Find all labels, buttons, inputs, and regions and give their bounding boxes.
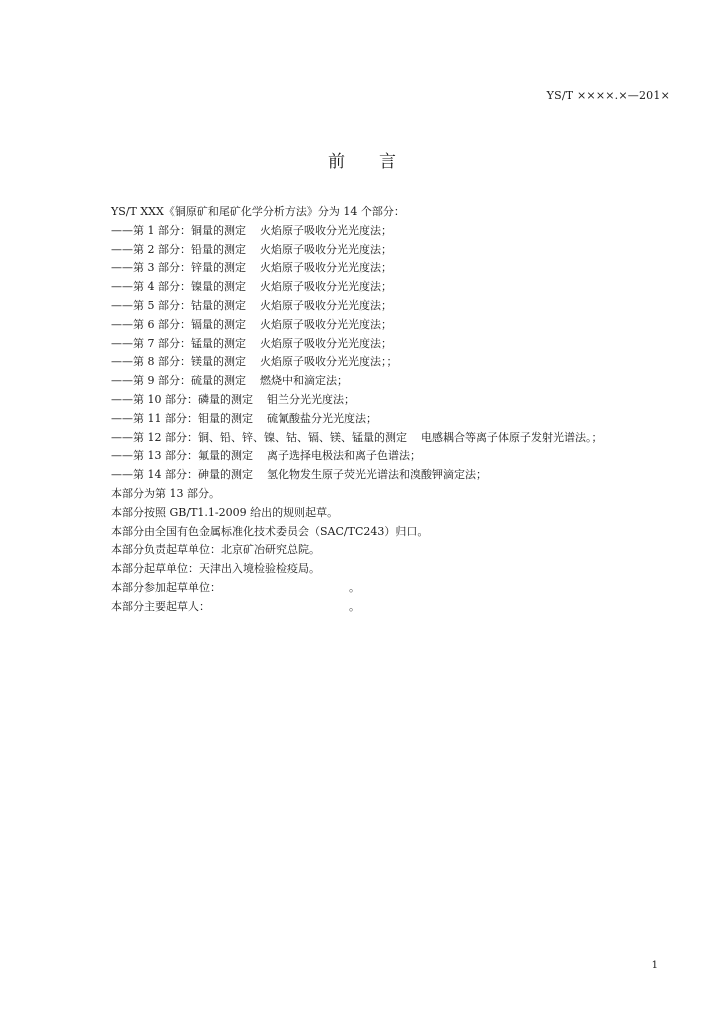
part-method: 燃烧中和滴定法；: [260, 374, 348, 388]
parts-list: [111, 222, 691, 485]
part-method: 火焰原子吸收分光光度法；: [260, 223, 392, 237]
part-method: 火焰原子吸收分光光度法；: [260, 261, 392, 275]
part-method: 氢化物发生原子荧光光谱法和溴酸钾滴定法；: [267, 468, 487, 482]
list-item: [111, 278, 691, 297]
list-item: [111, 429, 691, 448]
page-number: 1: [651, 960, 658, 971]
statement-line: 本部分由全国有色金属标准化技术委员会（SAC/TC243）归口。: [111, 524, 429, 538]
main-drafters-label: 本部分主要起草人：: [111, 599, 210, 613]
line-end-mark: 。: [349, 599, 360, 613]
part-label: ——第 6 部分：镉量的测定: [111, 317, 246, 331]
list-item: [111, 259, 691, 278]
part-label: ——第 14 部分：砷量的测定: [111, 468, 253, 482]
part-label: ——第 13 部分：氟量的测定: [111, 449, 253, 463]
statement-line: 本部分负责起草单位：北京矿冶研究总院。: [111, 543, 320, 557]
part-method: 火焰原子吸收分光光度法；: [260, 298, 392, 312]
list-item: [111, 372, 691, 391]
part-label: ——第 7 部分：锰量的测定: [111, 336, 246, 350]
part-label: ——第 8 部分：镁量的测定: [111, 355, 246, 369]
part-method: 硫氰酸盐分光光度法；: [267, 411, 377, 425]
part-method: 火焰原子吸收分光光度法；: [260, 317, 392, 331]
intro-line: YS/T XXX《铜原矿和尾矿化学分析方法》分为 14 个部分：: [111, 205, 405, 218]
part-label: ——第 1 部分：铜量的测定: [111, 223, 246, 237]
part-label: ——第 10 部分：磷量的测定: [111, 392, 253, 406]
list-item: [111, 466, 691, 485]
standard-code: YS/T ××××.×—201×: [546, 89, 670, 102]
line-end-mark: 。: [349, 580, 360, 594]
participating-units-label: 本部分参加起草单位：: [111, 580, 221, 594]
participating-units-line: [111, 579, 691, 598]
list-item: [111, 335, 691, 354]
part-label: ——第 11 部分：钼量的测定: [111, 411, 253, 425]
list-item: [111, 316, 691, 335]
statement-line: 本部分按照 GB/T1.1-2009 给出的规则起草。: [111, 505, 339, 519]
statement-line: 本部分为第 13 部分。: [111, 486, 220, 500]
list-item: [111, 353, 691, 372]
part-method: 离子选择电极法和离子色谱法；: [267, 449, 421, 463]
part-label: ——第 2 部分：铅量的测定: [111, 242, 246, 256]
list-item: [111, 297, 691, 316]
list-item: [111, 241, 691, 260]
part-label: ——第 9 部分：硫量的测定: [111, 374, 246, 388]
list-item: [111, 410, 691, 429]
part-method: 火焰原子吸收分光光度法；；: [260, 355, 398, 369]
list-item: [111, 447, 691, 466]
statement-line: 本部分起草单位：天津出入境检验检疫局。: [111, 562, 320, 576]
part-label: ——第 3 部分：锌量的测定: [111, 261, 246, 275]
page-title: 前言: [328, 152, 430, 172]
list-item: [111, 222, 691, 241]
part-label: ——第 12 部分：铜、铅、锌、镍、钴、镉、镁、锰量的测定: [111, 430, 407, 444]
part-method: 火焰原子吸收分光光度法；: [260, 242, 392, 256]
part-method: 火焰原子吸收分光光度法；: [260, 280, 392, 294]
part-method: 钼兰分光光度法；: [267, 392, 355, 406]
statements: [111, 485, 691, 617]
foreword-body: [111, 203, 691, 617]
main-drafters-line: [111, 598, 691, 617]
part-label: ——第 5 部分：钴量的测定: [111, 298, 246, 312]
part-method: 火焰原子吸收分光光度法；: [260, 336, 392, 350]
list-item: [111, 391, 691, 410]
part-method: 电感耦合等离子体原子发射光谱法。；: [421, 430, 603, 444]
part-label: ——第 4 部分：镍量的测定: [111, 280, 246, 294]
